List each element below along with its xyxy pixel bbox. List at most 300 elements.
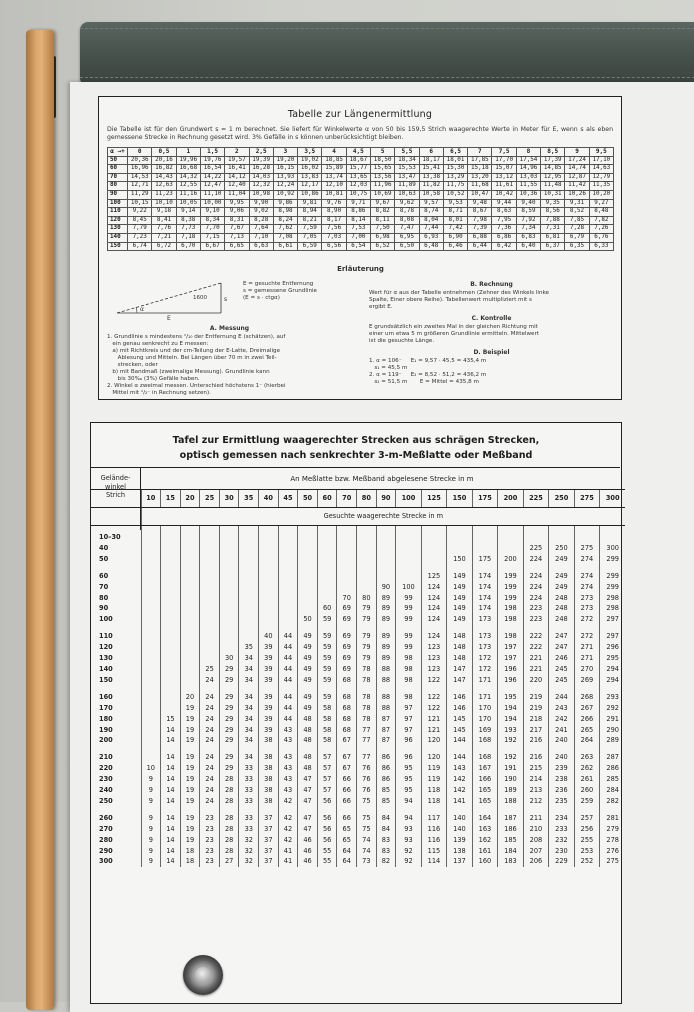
distance-column-header: 200 [498,490,524,508]
table-cell: 23 [200,846,220,857]
table-cell: 79 [357,614,377,625]
table-cell: 19,76 [200,156,224,165]
angle-cell: 80 [99,593,109,602]
table-cell: 9,31 [565,199,589,208]
table-cell: 259 [574,796,600,807]
distance-column-header: 10 [141,490,161,508]
table-cell: 6,48 [419,242,443,251]
fig-alpha: α [140,306,144,313]
table-row [91,653,625,664]
table-cell: 224 [523,554,549,565]
table-cell: 9,62 [395,199,419,208]
table-cell: 9,44 [492,199,516,208]
table-cell: 23 [200,856,220,867]
angle-cell: 220 [99,764,113,773]
table-cell: 208 [523,835,549,846]
table-cell: 163 [472,824,498,835]
angle-cell: 210 [99,753,113,762]
table-cell: 29 [219,725,239,736]
table-cell: 199 [498,571,524,582]
text-line: 1. Grundlinie s mindestens ¹/₁₀ der Entfernung E (schätzen), auf [107,334,286,340]
table-cell: 97 [396,703,422,714]
table-cell: 95 [396,763,422,774]
table-row [91,714,625,725]
table-cell: 8,11 [371,216,395,225]
table-cell: 238 [549,774,575,785]
angle-cell: 200 [99,736,113,745]
table-cell: 144 [447,752,473,763]
table-cell: 48 [298,725,318,736]
table-cell: 9,81 [298,199,322,208]
table-cell: 97 [396,714,422,725]
table-row [91,582,625,593]
table-cell: 147 [447,675,473,686]
table-cell: 14,12 [225,173,249,182]
text-line: b) mit Bandmaß (zweimalige Messung). Grundlinie kann [107,369,270,375]
table-cell: 171 [472,692,498,703]
table-cell: 13,38 [419,173,443,182]
table-cell: 59 [317,631,337,642]
table-cell: 6,65 [225,242,249,251]
text-line: 2. α = 119⁻ E₂ = 8,52 · 51,2 = 436,2 m [369,372,487,378]
table-cell: 6,70 [176,242,200,251]
table-cell: 6,56 [322,242,346,251]
table-cell: 292 [600,703,626,714]
table-cell: 19 [180,725,200,736]
table-cell: 116 [421,824,447,835]
table-cell: 10,75 [346,190,370,199]
table-cell: 12,47 [200,182,224,191]
table-cell [161,631,181,642]
table-cell: 12,71 [128,182,152,191]
table-cell: 6,67 [200,242,224,251]
measurement-lines [107,334,352,397]
table-cell: 14,03 [249,173,273,182]
table-cell: 44 [278,664,298,675]
table-cell [357,571,377,582]
table-cell [219,642,239,653]
terrain-head-line: winkel [105,482,126,491]
table-cell: 8,86 [346,208,370,217]
table-cell: 59 [317,653,337,664]
table-cell: 19 [180,714,200,725]
table-cell [357,582,377,593]
table-cell: 146 [447,703,473,714]
table-cell: 11,35 [589,182,613,191]
table-cell: 34 [239,703,259,714]
table-cell: 43 [278,752,298,763]
table-cell: 13,29 [443,173,467,182]
table-cell: 8,24 [273,216,297,225]
table-cell [200,554,220,565]
table-cell: 248 [549,614,575,625]
angle-cell: 130 [99,654,113,663]
table-cell: 90 [376,582,396,593]
table-cell: 10 [141,763,161,774]
table-cell: 65 [337,824,357,835]
table-cell: 68 [337,692,357,703]
table-cell [141,703,161,714]
table-cell: 265 [574,725,600,736]
table-cell: 11,29 [128,190,152,199]
table-cell [180,582,200,593]
table-cell: 137 [447,856,473,867]
table-row [108,208,614,217]
table-cell: 100 [396,582,422,593]
row-header: 50 [108,156,128,165]
angle-cell: 260 [99,813,113,822]
table-cell: 14 [161,846,181,857]
table-cell: 40 [259,631,279,642]
table-cell: 294 [600,675,626,686]
table-cell: 28 [219,813,239,824]
table-cell: 56 [317,835,337,846]
table-row [108,199,614,208]
measurement-title: A. Messung [209,325,250,332]
table-cell: 240 [549,752,575,763]
table-cell: 9,57 [419,199,443,208]
distance-column-header: 30 [219,490,239,508]
text-line: ein genau senkrecht zu E messen: [107,341,209,347]
table-cell: 38 [259,774,279,785]
table-cell: 8,14 [346,216,370,225]
table-cell: 16,96 [128,165,152,174]
table-cell [317,571,337,582]
table-cell: 19,96 [176,156,200,165]
table-cell: 78 [357,714,377,725]
table-cell: 232 [549,835,575,846]
table-cell: 29 [219,675,239,686]
table-cell: 160 [472,856,498,867]
table-cell: 18,01 [443,156,467,165]
table-cell: 291 [600,714,626,725]
table-cell [180,543,200,554]
table-cell: 13,65 [346,173,370,182]
table-cell: 20 [180,692,200,703]
table-cell: 19,57 [225,156,249,165]
slope-title-line-1: Tafel zur Ermittlung waagerechter Strecken aus schrägen Strecken, [172,435,540,446]
table-cell: 38 [259,752,279,763]
table-cell: 17,70 [492,156,516,165]
column-header: 4,5 [346,148,370,157]
table-cell [376,554,396,565]
table-cell: 60 [317,603,337,614]
table-cell: 6,72 [152,242,176,251]
table-cell: 33 [239,796,259,807]
table-cell: 14,85 [541,165,565,174]
table-cell [278,571,298,582]
table-cell: 82 [376,856,396,867]
table-cell: 17,24 [565,156,589,165]
table-cell [337,543,357,554]
table-cell: 236 [549,785,575,796]
table-cell: 46 [298,835,318,846]
legend-block [243,281,353,302]
column-header: 6 [419,148,443,157]
table-cell: 59 [317,664,337,675]
column-header: 4 [322,148,346,157]
table-cell [259,593,279,604]
table-cell [180,603,200,614]
table-cell: 75 [357,824,377,835]
table-cell [317,593,337,604]
column-header: 1,5 [200,148,224,157]
table-cell: 55 [317,856,337,867]
table-cell: 289 [600,735,626,746]
column-header: 5 [371,148,395,157]
table-cell: 34 [239,692,259,703]
angle-cell: 10–30 [99,533,121,541]
table-cell: 124 [421,603,447,614]
text-line: strecken, oder [107,362,158,368]
table-cell: 174 [472,593,498,604]
table-cell: 79 [357,653,377,664]
table-cell: 8,08 [395,216,419,225]
table-cell: 49 [298,653,318,664]
table-cell: 7,85 [565,216,589,225]
table-cell: 229 [549,856,575,867]
table-cell: 8,01 [443,216,467,225]
table-cell: 28 [219,835,239,846]
distance-column-header: 60 [317,490,337,508]
table-cell: 120 [421,735,447,746]
table-cell [239,614,259,625]
table-cell: 161 [472,846,498,857]
table-cell: 17,39 [541,156,565,165]
distance-column-header: 45 [278,490,298,508]
table-cell: 24 [200,735,220,746]
table-cell: 88 [376,675,396,686]
table-cell [259,571,279,582]
table-cell: 19 [180,752,200,763]
table-cell: 120 [421,752,447,763]
table-cell: 12,95 [541,173,565,182]
table-cell: 17,10 [589,156,613,165]
table-cell [141,725,161,736]
table-cell [219,582,239,593]
table-cell [180,614,200,625]
table-cell: 11,10 [200,190,224,199]
table-cell: 256 [574,824,600,835]
table-cell: 198 [498,603,524,614]
table-row [91,664,625,675]
table-row [108,233,614,242]
table-cell [317,532,337,543]
result-subheader: Gesuchte waagerechte Strecke in m [141,508,625,526]
table-cell: 24 [200,763,220,774]
table-cell: 68 [337,675,357,686]
table-cell: 33 [239,813,259,824]
table-cell: 38 [259,796,279,807]
table-cell: 212 [523,796,549,807]
table-cell: 7,98 [468,216,492,225]
table-cell: 24 [200,774,220,785]
legend-line: (E = s · ctgα) [243,295,280,301]
table-row [91,785,625,796]
table-cell: 184 [498,846,524,857]
table-cell: 12,17 [298,182,322,191]
table-cell: 24 [200,692,220,703]
angle-cell: 240 [99,786,113,795]
table-cell: 192 [498,735,524,746]
length-table-title: Tabelle zur Längenermittlung [287,109,433,120]
distance-column-header: 40 [259,490,279,508]
table-cell: 78 [357,664,377,675]
table-cell: 188 [498,796,524,807]
table-cell: 24 [200,675,220,686]
table-cell [600,532,626,543]
subheader-row [91,508,625,526]
column-header: 7 [468,148,492,157]
table-cell: 293 [600,692,626,703]
table-cell: 58 [317,735,337,746]
table-cell: 7,47 [395,225,419,234]
calculation-block [369,281,614,311]
table-cell: 14 [161,752,181,763]
table-cell: 11,89 [395,182,419,191]
table-cell: 221 [523,664,549,675]
table-cell: 44 [278,631,298,642]
table-cell: 48 [298,763,318,774]
table-cell: 6,59 [298,242,322,251]
table-cell: 118 [421,785,447,796]
table-cell: 249 [549,582,575,593]
table-cell: 116 [421,835,447,846]
slope-table-title [91,433,621,463]
column-header: 5,5 [395,148,419,157]
table-cell [200,603,220,614]
table-cell: 69 [337,653,357,664]
table-cell: 15,65 [371,165,395,174]
table-row [91,603,625,614]
table-cell: 14 [161,725,181,736]
table-cell: 18,34 [395,156,419,165]
distance-column-header: 225 [523,490,549,508]
table-cell: 24 [200,725,220,736]
table-cell: 274 [574,571,600,582]
terrain-head-line: Gelände- [100,474,131,482]
table-cell: 55 [317,846,337,857]
table-cell: 7,36 [492,225,516,234]
text-line: ist die gesuchte Länge. [369,338,435,344]
table-cell: 15,77 [346,165,370,174]
table-cell: 58 [317,714,337,725]
table-cell: 185 [498,835,524,846]
table-cell: 7,21 [152,233,176,242]
table-row [108,182,614,191]
table-cell: 67 [337,735,357,746]
table-cell: 97 [396,725,422,736]
table-cell: 7,76 [152,225,176,234]
table-cell: 13,56 [371,173,395,182]
table-cell: 10,20 [589,190,613,199]
table-cell [200,543,220,554]
table-cell: 34 [239,735,259,746]
table-cell: 8,63 [492,208,516,217]
table-cell: 220 [523,675,549,686]
table-cell: 9,06 [225,208,249,217]
table-cell: 79 [357,631,377,642]
table-cell: 6,54 [346,242,370,251]
table-cell: 49 [298,675,318,686]
table-cell: 47 [298,774,318,785]
table-cell: 244 [549,692,575,703]
angle-cell: 300 [99,857,113,866]
table-cell: 196 [498,675,524,686]
table-cell: 295 [600,653,626,664]
table-cell [259,614,279,625]
table-cell: 7,59 [298,225,322,234]
table-cell: 242 [549,714,575,725]
table-cell: 245 [549,664,575,675]
table-cell: 216 [523,752,549,763]
table-cell: 13,93 [273,173,297,182]
table-cell: 34 [239,752,259,763]
table-cell [421,532,447,543]
table-cell [278,543,298,554]
table-cell: 69 [337,614,357,625]
table-cell: 56 [317,796,337,807]
table-cell: 83 [376,835,396,846]
table-cell: 9,27 [589,199,613,208]
distance-column-header: 70 [337,490,357,508]
table-header-row [108,148,614,157]
table-cell: 8,56 [541,208,565,217]
table-cell: 249 [549,571,575,582]
table-cell: 7,82 [589,216,613,225]
table-cell: 165 [472,785,498,796]
column-header: 3,5 [298,148,322,157]
table-cell: 74 [357,835,377,846]
table-cell: 252 [574,856,600,867]
table-cell: 119 [421,763,447,774]
table-cell: 20,16 [152,156,176,165]
table-cell [396,543,422,554]
table-cell: 69 [337,664,357,675]
table-row [91,532,625,543]
table-cell: 6,63 [249,242,273,251]
table-cell: 86 [376,763,396,774]
table-cell: 16,68 [176,165,200,174]
table-cell: 7,95 [492,216,516,225]
table-cell: 173 [472,642,498,653]
angle-cell: 160 [99,692,113,701]
angle-cell: 70 [99,582,109,591]
table-cell: 230 [549,846,575,857]
table-cell: 10,31 [541,190,565,199]
distance-column-header: 90 [376,490,396,508]
table-cell: 15,53 [395,165,419,174]
table-cell: 88 [376,664,396,675]
column-header: 3 [273,148,297,157]
table-cell: 78 [357,692,377,703]
table-cell: 266 [574,714,600,725]
table-cell [200,642,220,653]
table-cell: 207 [523,846,549,857]
column-header: 1 [176,148,200,157]
table-cell: 8,17 [322,216,346,225]
table-cell: 8,45 [128,216,152,225]
table-cell: 299 [600,571,626,582]
slope-table-grid [91,489,625,867]
table-cell: 269 [574,675,600,686]
table-cell [200,571,220,582]
table-cell: 7,42 [443,225,467,234]
table-cell: 276 [600,846,626,857]
table-cell: 8,34 [200,216,224,225]
table-cell: 24 [200,703,220,714]
table-cell [317,582,337,593]
